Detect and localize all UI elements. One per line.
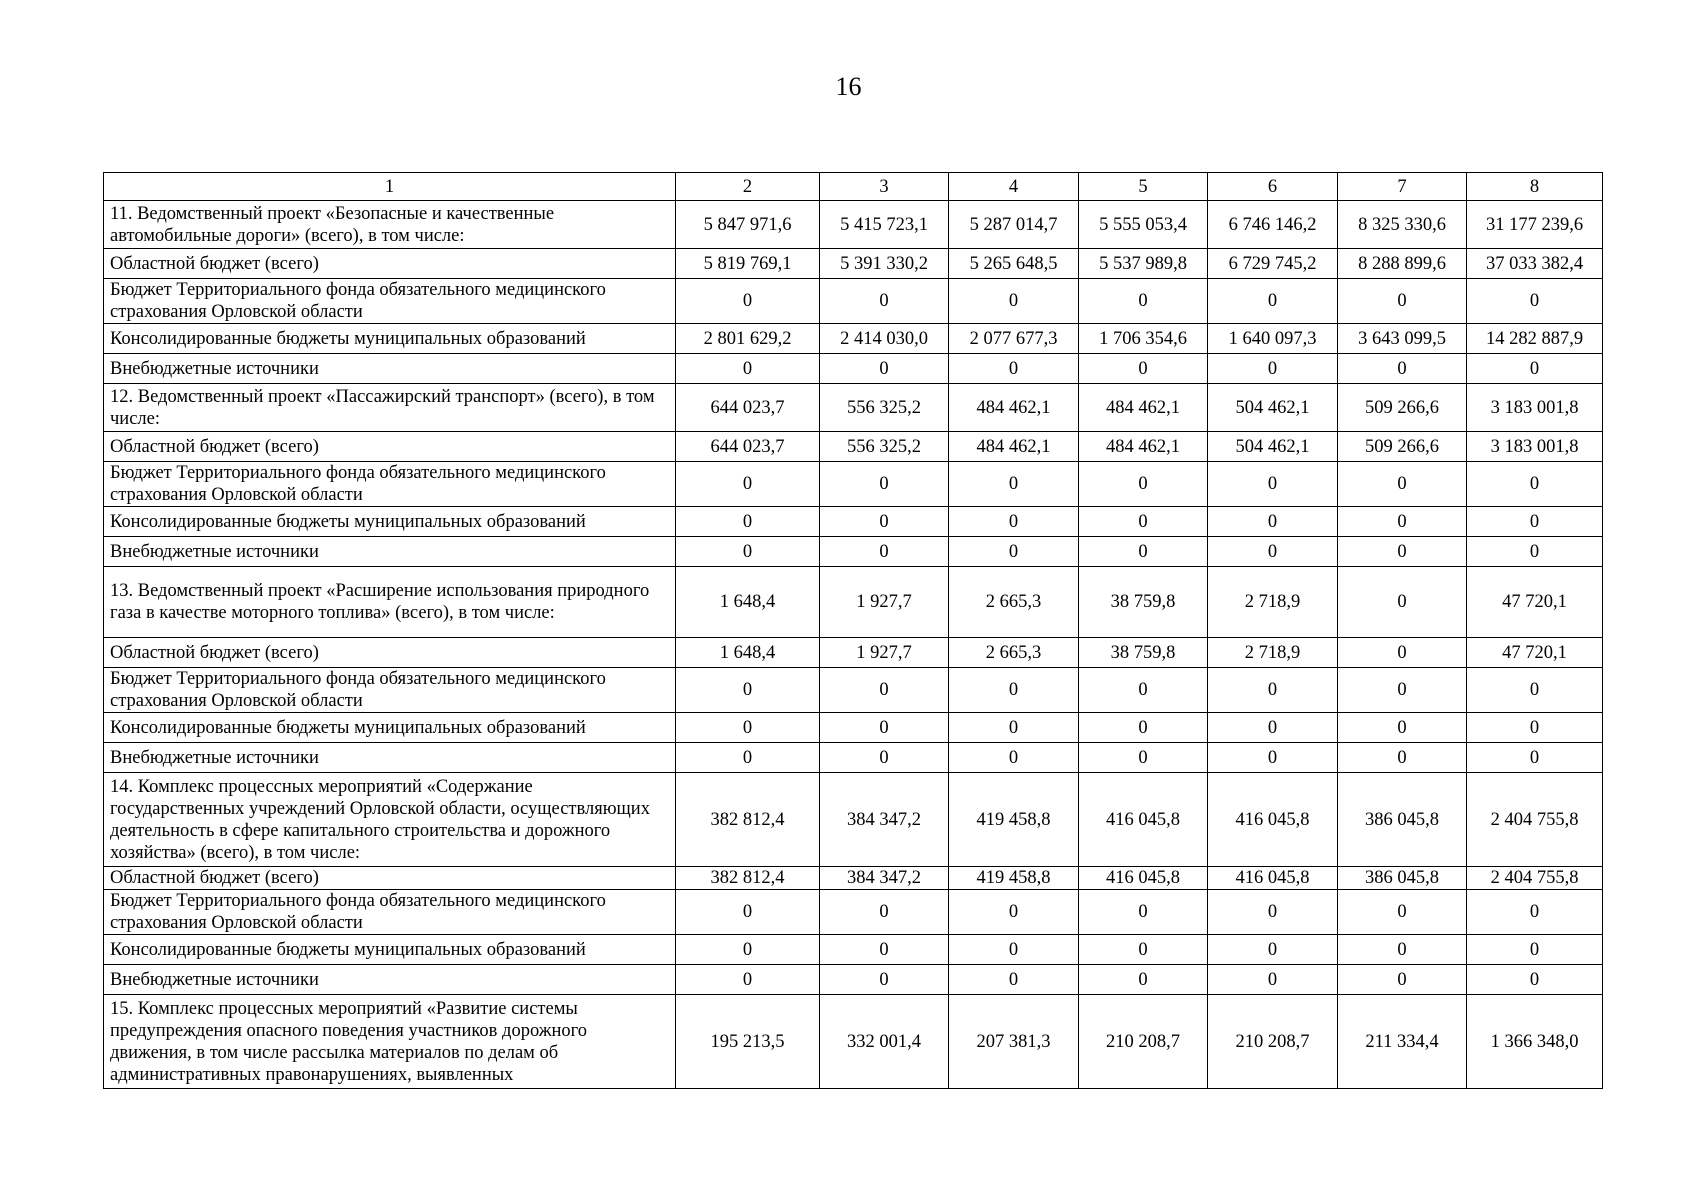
value-cell: 5 287 014,7 bbox=[949, 201, 1079, 249]
value-cell: 0 bbox=[1079, 668, 1208, 713]
value-cell: 0 bbox=[676, 890, 820, 935]
value-cell: 0 bbox=[1338, 713, 1467, 743]
table-row bbox=[104, 995, 1603, 1089]
row-label: Бюджет Территориального фонда обязательного медицинского страхования Орловской области bbox=[104, 279, 676, 324]
value-cell: 382 812,4 bbox=[676, 867, 820, 890]
value-cell: 0 bbox=[949, 279, 1079, 324]
value-cell: 556 325,2 bbox=[820, 432, 949, 462]
value-cell: 38 759,8 bbox=[1079, 638, 1208, 668]
value-cell: 5 415 723,1 bbox=[820, 201, 949, 249]
value-cell: 384 347,2 bbox=[820, 867, 949, 890]
value-cell: 0 bbox=[1208, 279, 1338, 324]
value-cell: 0 bbox=[1079, 743, 1208, 773]
table-row bbox=[104, 935, 1603, 965]
value-cell: 0 bbox=[1079, 462, 1208, 507]
value-cell: 1 927,7 bbox=[820, 567, 949, 638]
value-cell: 207 381,3 bbox=[949, 995, 1079, 1089]
value-cell: 0 bbox=[1338, 354, 1467, 384]
value-cell: 0 bbox=[1467, 507, 1603, 537]
row-label: Внебюджетные источники bbox=[104, 743, 676, 773]
value-cell: 0 bbox=[1338, 965, 1467, 995]
row-label: Бюджет Территориального фонда обязательного медицинского страхования Орловской области bbox=[104, 462, 676, 507]
value-cell: 0 bbox=[1208, 668, 1338, 713]
value-cell: 2 801 629,2 bbox=[676, 324, 820, 354]
value-cell: 644 023,7 bbox=[676, 384, 820, 432]
value-cell: 0 bbox=[820, 537, 949, 567]
value-cell: 0 bbox=[949, 354, 1079, 384]
value-cell: 0 bbox=[1208, 713, 1338, 743]
value-cell: 419 458,8 bbox=[949, 773, 1079, 867]
value-cell: 0 bbox=[949, 965, 1079, 995]
value-cell: 484 462,1 bbox=[949, 384, 1079, 432]
table-row bbox=[104, 462, 1603, 507]
column-header: 5 bbox=[1079, 173, 1208, 201]
row-label: Консолидированные бюджеты муниципальных образований bbox=[104, 713, 676, 743]
value-cell: 382 812,4 bbox=[676, 773, 820, 867]
value-cell: 0 bbox=[676, 354, 820, 384]
row-label: Областной бюджет (всего) bbox=[104, 432, 676, 462]
table-row bbox=[104, 507, 1603, 537]
value-cell: 0 bbox=[1208, 935, 1338, 965]
table-row bbox=[104, 279, 1603, 324]
row-label: Внебюджетные источники bbox=[104, 965, 676, 995]
value-cell: 0 bbox=[1079, 537, 1208, 567]
column-header: 1 bbox=[104, 173, 676, 201]
value-cell: 0 bbox=[1208, 462, 1338, 507]
value-cell: 0 bbox=[1208, 354, 1338, 384]
value-cell: 14 282 887,9 bbox=[1467, 324, 1603, 354]
value-cell: 0 bbox=[1467, 890, 1603, 935]
value-cell: 38 759,8 bbox=[1079, 567, 1208, 638]
value-cell: 0 bbox=[676, 279, 820, 324]
value-cell: 6 729 745,2 bbox=[1208, 249, 1338, 279]
row-label: 11. Ведомственный проект «Безопасные и качественные автомобильные дороги» (всего), в том числе: bbox=[104, 201, 676, 249]
row-label: Областной бюджет (всего) bbox=[104, 867, 676, 890]
value-cell: 0 bbox=[676, 668, 820, 713]
row-label: 12. Ведомственный проект «Пассажирский транспорт» (всего), в том числе: bbox=[104, 384, 676, 432]
value-cell: 1 706 354,6 bbox=[1079, 324, 1208, 354]
value-cell: 0 bbox=[1079, 965, 1208, 995]
value-cell: 484 462,1 bbox=[1079, 432, 1208, 462]
column-header: 3 bbox=[820, 173, 949, 201]
value-cell: 2 665,3 bbox=[949, 638, 1079, 668]
value-cell: 0 bbox=[1338, 462, 1467, 507]
table-row bbox=[104, 537, 1603, 567]
value-cell: 0 bbox=[1338, 935, 1467, 965]
table-row bbox=[104, 384, 1603, 432]
value-cell: 47 720,1 bbox=[1467, 638, 1603, 668]
value-cell: 2 404 755,8 bbox=[1467, 867, 1603, 890]
value-cell: 1 648,4 bbox=[676, 638, 820, 668]
row-label: 14. Комплекс процессных мероприятий «Содержание государственных учреждений Орловской области, осуществляющих деятельность в сфере капитального строительства и дорожного хозяйства» (всего), в том числе: bbox=[104, 773, 676, 867]
value-cell: 0 bbox=[1338, 537, 1467, 567]
value-cell: 0 bbox=[820, 462, 949, 507]
value-cell: 0 bbox=[949, 507, 1079, 537]
table-row bbox=[104, 567, 1603, 638]
table-row bbox=[104, 249, 1603, 279]
value-cell: 0 bbox=[1467, 743, 1603, 773]
row-label: Консолидированные бюджеты муниципальных образований bbox=[104, 324, 676, 354]
table-row bbox=[104, 743, 1603, 773]
column-header: 2 bbox=[676, 173, 820, 201]
value-cell: 211 334,4 bbox=[1338, 995, 1467, 1089]
value-cell: 8 288 899,6 bbox=[1338, 249, 1467, 279]
value-cell: 0 bbox=[949, 668, 1079, 713]
value-cell: 0 bbox=[1338, 890, 1467, 935]
row-label: Областной бюджет (всего) bbox=[104, 638, 676, 668]
value-cell: 0 bbox=[1079, 890, 1208, 935]
page-number: 16 bbox=[835, 72, 862, 101]
value-cell: 0 bbox=[820, 354, 949, 384]
value-cell: 0 bbox=[676, 462, 820, 507]
value-cell: 2 665,3 bbox=[949, 567, 1079, 638]
column-number-row bbox=[104, 173, 1603, 201]
table-row bbox=[104, 773, 1603, 867]
value-cell: 332 001,4 bbox=[820, 995, 949, 1089]
value-cell: 0 bbox=[1079, 713, 1208, 743]
table-row bbox=[104, 965, 1603, 995]
value-cell: 0 bbox=[1467, 279, 1603, 324]
value-cell: 31 177 239,6 bbox=[1467, 201, 1603, 249]
value-cell: 0 bbox=[1338, 279, 1467, 324]
value-cell: 0 bbox=[1208, 507, 1338, 537]
table-body bbox=[104, 201, 1603, 1089]
value-cell: 0 bbox=[820, 743, 949, 773]
value-cell: 0 bbox=[1338, 507, 1467, 537]
row-label: 15. Комплекс процессных мероприятий «Развитие системы предупреждения опасного поведения участников дорожного движения, в том числе рассылка материалов по делам об административных правонарушениях, выявленных bbox=[104, 995, 676, 1089]
value-cell: 0 bbox=[949, 935, 1079, 965]
funding-table bbox=[103, 172, 1603, 1089]
value-cell: 0 bbox=[1208, 890, 1338, 935]
value-cell: 0 bbox=[820, 935, 949, 965]
value-cell: 0 bbox=[949, 713, 1079, 743]
value-cell: 0 bbox=[820, 713, 949, 743]
value-cell: 0 bbox=[676, 713, 820, 743]
row-label: Консолидированные бюджеты муниципальных образований bbox=[104, 507, 676, 537]
value-cell: 195 213,5 bbox=[676, 995, 820, 1089]
table-row bbox=[104, 867, 1603, 890]
value-cell: 0 bbox=[1079, 279, 1208, 324]
value-cell: 0 bbox=[1208, 743, 1338, 773]
value-cell: 0 bbox=[949, 743, 1079, 773]
value-cell: 0 bbox=[1467, 354, 1603, 384]
value-cell: 0 bbox=[949, 890, 1079, 935]
value-cell: 5 537 989,8 bbox=[1079, 249, 1208, 279]
value-cell: 2 718,9 bbox=[1208, 567, 1338, 638]
value-cell: 0 bbox=[1208, 965, 1338, 995]
value-cell: 0 bbox=[1338, 638, 1467, 668]
value-cell: 5 555 053,4 bbox=[1079, 201, 1208, 249]
value-cell: 556 325,2 bbox=[820, 384, 949, 432]
table-row bbox=[104, 354, 1603, 384]
value-cell: 0 bbox=[820, 965, 949, 995]
value-cell: 1 640 097,3 bbox=[1208, 324, 1338, 354]
value-cell: 416 045,8 bbox=[1079, 773, 1208, 867]
value-cell: 504 462,1 bbox=[1208, 384, 1338, 432]
value-cell: 0 bbox=[1079, 507, 1208, 537]
value-cell: 3 183 001,8 bbox=[1467, 432, 1603, 462]
value-cell: 509 266,6 bbox=[1338, 432, 1467, 462]
value-cell: 0 bbox=[1079, 354, 1208, 384]
table-row bbox=[104, 668, 1603, 713]
column-header: 8 bbox=[1467, 173, 1603, 201]
value-cell: 37 033 382,4 bbox=[1467, 249, 1603, 279]
value-cell: 0 bbox=[1338, 567, 1467, 638]
value-cell: 6 746 146,2 bbox=[1208, 201, 1338, 249]
value-cell: 3 643 099,5 bbox=[1338, 324, 1467, 354]
value-cell: 0 bbox=[1338, 668, 1467, 713]
value-cell: 2 718,9 bbox=[1208, 638, 1338, 668]
column-header: 4 bbox=[949, 173, 1079, 201]
value-cell: 0 bbox=[820, 668, 949, 713]
value-cell: 0 bbox=[676, 507, 820, 537]
value-cell: 1 648,4 bbox=[676, 567, 820, 638]
value-cell: 0 bbox=[676, 935, 820, 965]
value-cell: 0 bbox=[949, 462, 1079, 507]
value-cell: 0 bbox=[1467, 713, 1603, 743]
value-cell: 2 077 677,3 bbox=[949, 324, 1079, 354]
value-cell: 0 bbox=[1467, 965, 1603, 995]
table-row bbox=[104, 713, 1603, 743]
row-label: 13. Ведомственный проект «Расширение использования природного газа в качестве моторного топлива» (всего), в том числе: bbox=[104, 567, 676, 638]
value-cell: 416 045,8 bbox=[1208, 773, 1338, 867]
column-header: 7 bbox=[1338, 173, 1467, 201]
value-cell: 0 bbox=[1208, 537, 1338, 567]
column-header: 6 bbox=[1208, 173, 1338, 201]
value-cell: 0 bbox=[1467, 537, 1603, 567]
value-cell: 509 266,6 bbox=[1338, 384, 1467, 432]
value-cell: 210 208,7 bbox=[1208, 995, 1338, 1089]
row-label: Внебюджетные источники bbox=[104, 354, 676, 384]
value-cell: 1 927,7 bbox=[820, 638, 949, 668]
value-cell: 8 325 330,6 bbox=[1338, 201, 1467, 249]
row-label: Внебюджетные источники bbox=[104, 537, 676, 567]
value-cell: 5 391 330,2 bbox=[820, 249, 949, 279]
value-cell: 210 208,7 bbox=[1079, 995, 1208, 1089]
table-row bbox=[104, 201, 1603, 249]
value-cell: 419 458,8 bbox=[949, 867, 1079, 890]
value-cell: 484 462,1 bbox=[949, 432, 1079, 462]
row-label: Бюджет Территориального фонда обязательного медицинского страхования Орловской области bbox=[104, 890, 676, 935]
value-cell: 2 404 755,8 bbox=[1467, 773, 1603, 867]
value-cell: 5 819 769,1 bbox=[676, 249, 820, 279]
value-cell: 0 bbox=[820, 890, 949, 935]
value-cell: 386 045,8 bbox=[1338, 867, 1467, 890]
row-label: Консолидированные бюджеты муниципальных образований bbox=[104, 935, 676, 965]
value-cell: 0 bbox=[949, 537, 1079, 567]
value-cell: 0 bbox=[676, 965, 820, 995]
value-cell: 0 bbox=[1338, 743, 1467, 773]
value-cell: 0 bbox=[820, 279, 949, 324]
value-cell: 644 023,7 bbox=[676, 432, 820, 462]
row-label: Областной бюджет (всего) bbox=[104, 249, 676, 279]
value-cell: 384 347,2 bbox=[820, 773, 949, 867]
value-cell: 504 462,1 bbox=[1208, 432, 1338, 462]
value-cell: 5 847 971,6 bbox=[676, 201, 820, 249]
value-cell: 1 366 348,0 bbox=[1467, 995, 1603, 1089]
value-cell: 5 265 648,5 bbox=[949, 249, 1079, 279]
value-cell: 386 045,8 bbox=[1338, 773, 1467, 867]
value-cell: 0 bbox=[676, 743, 820, 773]
table-row bbox=[104, 432, 1603, 462]
value-cell: 416 045,8 bbox=[1079, 867, 1208, 890]
value-cell: 0 bbox=[820, 507, 949, 537]
value-cell: 0 bbox=[1079, 935, 1208, 965]
value-cell: 0 bbox=[1467, 462, 1603, 507]
value-cell: 2 414 030,0 bbox=[820, 324, 949, 354]
table-row bbox=[104, 324, 1603, 354]
value-cell: 0 bbox=[676, 537, 820, 567]
value-cell: 484 462,1 bbox=[1079, 384, 1208, 432]
value-cell: 47 720,1 bbox=[1467, 567, 1603, 638]
table-row bbox=[104, 890, 1603, 935]
value-cell: 3 183 001,8 bbox=[1467, 384, 1603, 432]
row-label: Бюджет Территориального фонда обязательного медицинского страхования Орловской области bbox=[104, 668, 676, 713]
value-cell: 416 045,8 bbox=[1208, 867, 1338, 890]
value-cell: 0 bbox=[1467, 935, 1603, 965]
value-cell: 0 bbox=[1467, 668, 1603, 713]
table-row bbox=[104, 638, 1603, 668]
